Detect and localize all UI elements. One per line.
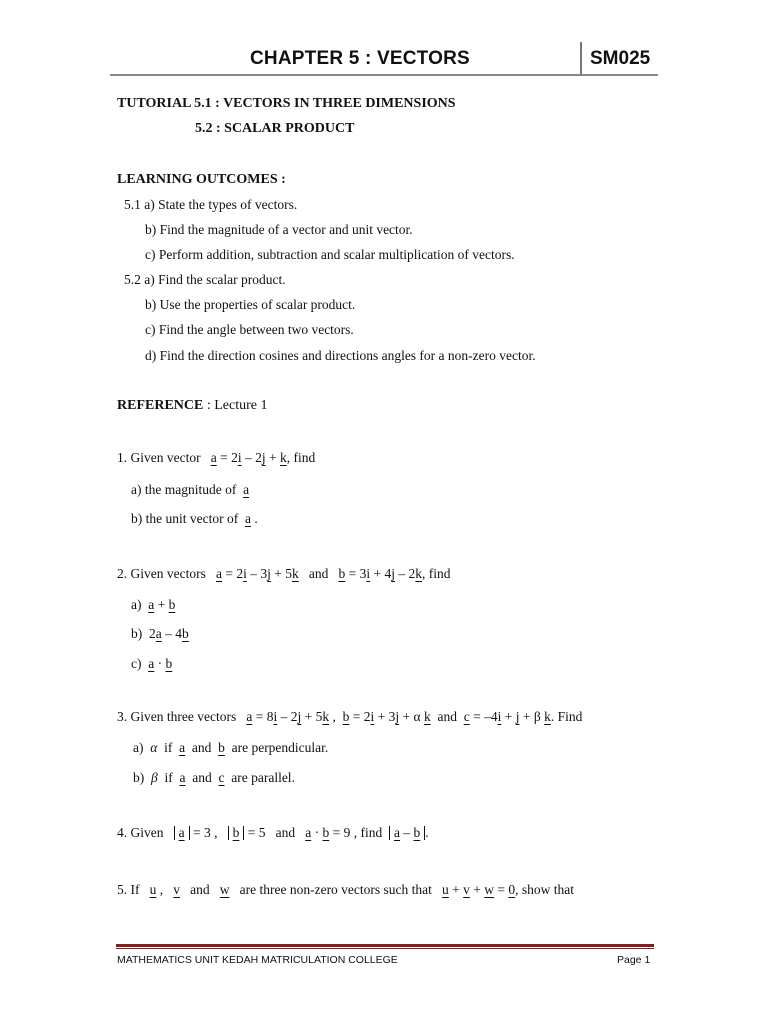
page-number: Page 1 (617, 954, 651, 966)
learning-outcomes-heading: LEARNING OUTCOMES : (117, 172, 286, 187)
q3-term: = 2 (349, 709, 371, 724)
q1-intro: 1. Given vector (117, 450, 201, 465)
vector-a: a (210, 450, 217, 465)
magnitude-b (228, 826, 245, 840)
q1-find: , find (286, 450, 316, 465)
q3-term: + 5 (301, 709, 323, 724)
vector-b: b (232, 825, 240, 840)
q2-term: + 5 (270, 566, 293, 581)
vector-b: b (413, 825, 421, 840)
unit-i: i (237, 450, 242, 465)
chapter-title: CHAPTER 5 : VECTORS (250, 48, 470, 69)
q2-coef: 2 (149, 626, 156, 641)
q1-pa-text: a) the magnitude of (131, 482, 237, 497)
reference-line (117, 398, 268, 414)
q2-term: = 3 (345, 566, 367, 581)
unit-k: k (280, 450, 287, 465)
q3-pb-rest: are parallel. (231, 770, 295, 785)
q3-pa-label: a) (133, 740, 144, 755)
q3-term: = –4 (469, 709, 498, 724)
q4-a-val: = 3 , (189, 825, 218, 840)
q2-op: – 4 (161, 626, 182, 641)
vector-a: a (179, 770, 186, 785)
unit-k: k (322, 709, 330, 724)
vector-c: c (463, 709, 470, 724)
q3-term: – 2 (277, 709, 298, 724)
q3-pb-label: b) (133, 770, 145, 785)
vector-a: a (244, 511, 251, 526)
outcome-item: 5.2 a) Find the scalar product. (124, 272, 286, 287)
q5-eq: = (494, 882, 509, 897)
unit-j: j (395, 709, 400, 724)
vector-v: v (173, 882, 180, 897)
unit-k: k (544, 709, 551, 724)
q3-and: and (437, 709, 457, 724)
vector-a: a (148, 597, 155, 612)
q5-text: are three non-zero vectors such that (239, 882, 432, 897)
q4-and: and (275, 825, 296, 840)
q5-op: + (448, 882, 464, 897)
q5-intro: 5. If (117, 882, 140, 897)
outcome-item: 5.1 a) State the types of vectors. (124, 197, 298, 212)
alpha-symbol: α (150, 740, 158, 755)
q3-term: + (501, 709, 516, 724)
q3-if: if (164, 770, 173, 785)
q2-part-a (131, 597, 175, 613)
vector-w: w (484, 882, 495, 897)
vector-b: b (165, 656, 173, 671)
q2-part-c (131, 656, 172, 672)
reference-label: REFERENCE (117, 398, 204, 413)
header-divider (580, 42, 582, 76)
dot-operator: · (311, 825, 323, 840)
q3-term: = 8 (252, 709, 274, 724)
footer-rule-thick (116, 944, 654, 947)
unit-j: j (267, 566, 271, 581)
zero-vector: 0 (508, 882, 516, 897)
footer-rule-thin (116, 948, 654, 949)
vector-b: b (342, 709, 350, 724)
vector-a: a (305, 825, 312, 840)
vector-a: a (178, 825, 185, 840)
vector-c: c (218, 770, 225, 785)
vector-a: a (246, 709, 253, 724)
unit-j: j (515, 709, 520, 724)
q1-pb-end: . (254, 511, 258, 526)
q4-intro: 4. Given (117, 825, 164, 840)
q3-part-b (133, 770, 295, 786)
q2-intro: 2. Given vectors (117, 566, 206, 581)
q1-pb-text: b) the unit vector of (131, 511, 239, 526)
vector-w: w (219, 882, 230, 897)
unit-j: j (391, 566, 396, 581)
vector-a: a (243, 482, 250, 497)
vector-u: u (149, 882, 157, 897)
vector-u: u (442, 882, 449, 897)
q1-term: + (265, 450, 281, 465)
unit-k: k (423, 709, 431, 724)
header-rule (110, 74, 658, 76)
q5-and: and (190, 882, 210, 897)
question-3 (117, 709, 582, 725)
beta-symbol: β (151, 770, 158, 785)
outcome-item: c) Find the angle between two vectors. (145, 322, 354, 337)
q2-part-b (131, 626, 189, 642)
unit-j: j (297, 709, 302, 724)
q4-b-val: = 5 (244, 825, 266, 840)
q4-end: . (425, 825, 429, 840)
q2-term: + 4 (370, 566, 392, 581)
q3-term: + 3 (374, 709, 396, 724)
question-1 (117, 450, 315, 466)
unit-i: i (497, 709, 502, 724)
unit-i: i (243, 566, 247, 581)
q3-term: + β (519, 709, 545, 724)
footer-institution: MATHEMATICS UNIT KEDAH MATRICULATION COLLEGE (117, 954, 398, 966)
vector-a: a (155, 626, 162, 641)
q2-term: – 3 (246, 566, 268, 581)
q5-sep: , (156, 882, 164, 897)
q1-eq: = 2 (216, 450, 238, 465)
vector-a: a (179, 740, 186, 755)
vector-a: a (394, 825, 400, 840)
vector-b: b (338, 566, 346, 581)
magnitude-a (174, 826, 190, 840)
q2-pb-label: b) (131, 626, 143, 641)
question-4 (117, 825, 429, 841)
tutorial-line-2: 5.2 : SCALAR PRODUCT (195, 121, 355, 136)
q3-intro: 3. Given three vectors (117, 709, 237, 724)
question-5 (117, 882, 574, 898)
vector-a: a (148, 656, 155, 671)
outcome-item: c) Perform addition, subtraction and scalar multiplication of vectors. (145, 247, 515, 262)
unit-i: i (273, 709, 278, 724)
q4-dot-val: = 9 , find (329, 825, 383, 840)
q2-term: – 2 (395, 566, 416, 581)
vector-v: v (463, 882, 470, 897)
q1-term: – 2 (241, 450, 262, 465)
q3-sep: , (329, 709, 336, 724)
q3-find: . Find (550, 709, 583, 724)
question-2 (117, 566, 451, 582)
unit-k: k (415, 566, 423, 581)
outcome-item: b) Use the properties of scalar product. (145, 297, 356, 312)
dot-operator: · (154, 656, 166, 671)
q2-and: and (308, 566, 329, 581)
course-code: SM025 (590, 48, 651, 69)
vector-a: a (215, 566, 222, 581)
q2-find: , find (422, 566, 451, 581)
q1-part-a (131, 482, 249, 498)
outcome-item: b) Find the magnitude of a vector and unit vector. (145, 222, 413, 237)
unit-i: i (366, 566, 371, 581)
q3-pa-rest: are perpendicular. (231, 740, 329, 755)
vector-b: b (182, 626, 189, 641)
tutorial-line-1: TUTORIAL 5.1 : VECTORS IN THREE DIMENSIONS (117, 96, 456, 111)
q5-op: + (469, 882, 485, 897)
vector-b: b (322, 825, 330, 840)
unit-j: j (261, 450, 266, 465)
vector-b: b (168, 597, 176, 612)
unit-k: k (292, 566, 299, 581)
q2-pa-label: a) (131, 597, 142, 612)
q2-op: + (154, 597, 169, 612)
q2-term: = 2 (221, 566, 244, 581)
unit-i: i (370, 709, 375, 724)
q4-op: – (400, 825, 414, 840)
q3-and: and (191, 740, 212, 755)
q1-part-b (131, 511, 258, 527)
q3-if: if (164, 740, 173, 755)
reference-text: : Lecture 1 (203, 398, 268, 413)
q3-and: and (192, 770, 212, 785)
q5-end: , show that (515, 882, 575, 897)
outcome-item: d) Find the direction cosines and directions angles for a non-zero vector. (145, 348, 536, 363)
magnitude-a-minus-b (389, 826, 425, 840)
q2-pc-label: c) (131, 656, 142, 671)
vector-b: b (218, 740, 225, 755)
q3-part-a (133, 740, 328, 756)
q3-term: + α (399, 709, 424, 724)
